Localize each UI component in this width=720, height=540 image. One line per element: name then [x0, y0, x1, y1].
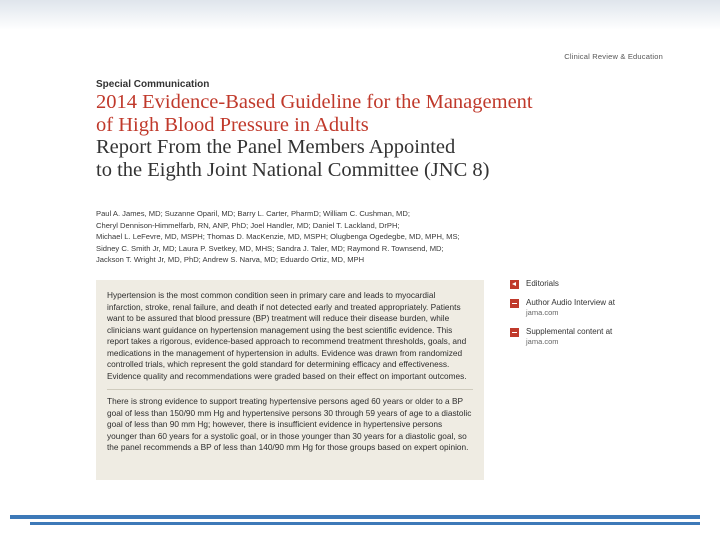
editorials-link[interactable] — [510, 279, 650, 289]
side-link-sub: jama.com — [526, 308, 559, 317]
section-label: Clinical Review & Education — [564, 52, 663, 61]
footer-rule-1 — [10, 515, 700, 519]
minus-icon — [510, 299, 519, 308]
side-link-label: Editorials — [526, 279, 559, 288]
footer-rule-2 — [30, 522, 700, 525]
supplemental-content-link[interactable] — [510, 327, 650, 347]
audio-interview-link[interactable] — [510, 298, 650, 318]
author-list — [96, 208, 516, 266]
author-line-5: Jackson T. Wright Jr, MD, PhD; Andrew S. Narva, MD; Eduardo Ortiz, MD, MPH — [96, 255, 365, 265]
author-line-4: Sidney C. Smith Jr, MD; Laura P. Svetkey, MD, MHS; Sandra J. Taler, MD; Raymond R. Townsend, MD; — [96, 243, 444, 253]
author-line-1: Paul A. James, MD; Suzanne Oparil, MD; Barry L. Carter, PharmD; William C. Cushman, MD; — [96, 209, 410, 218]
top-band — [0, 0, 720, 30]
abstract-paragraph-1: Hypertension is the most common condition seen in primary care and leads to myocardial infarction, stroke, renal failure, and death if not detected early and treated appropriately. Patients want to be assured that blood pressure (BP) treatment will reduce their disease burden, while clinicians want guidance on hypertension management using the best scientific evidence. This report takes a rigorous, evidence-based approach to recommend treatment thresholds, goals, and medications in the management of hypertension in adults. Evidence was drawn from randomized controlled trials, which represent the gold standard for determining efficacy and effectiveness. Evidence quality and recommendations were graded based on their effect on important outcomes. — [107, 290, 467, 381]
subtitle-line-1: Report From the Panel Members Appointed — [96, 136, 456, 158]
side-link-label: Supplemental content at — [526, 327, 613, 336]
arrow-left-icon — [510, 280, 519, 289]
abstract-paragraph-2: There is strong evidence to support treating hypertensive persons aged 60 years or older to a BP goal of less than 150/90 mm Hg and hypertensive persons 30 through 59 years of age to a diastolic goal of less than 90 mm Hg; however, there is insufficient evidence in hypertensive persons younger than 60 years for a systolic goal, or in those younger than 30 years for a diastolic goal, so the panel recommends a BP of less than 140/90 mm Hg for those groups based on expert opinion. — [107, 396, 472, 452]
title-line-1: 2014 Evidence-Based Guideline for the Management — [96, 91, 533, 113]
author-line-3: Michael L. LeFevre, MD, MSPH; Thomas D. MacKenzie, MD, MSPH; Olugbenga Ogedegbe, MD, MPH, MS; — [96, 232, 460, 242]
abstract-divider — [107, 389, 473, 390]
side-links — [510, 279, 650, 356]
subtitle-line-2: to the Eighth Joint National Committee (JNC 8) — [96, 158, 490, 181]
title-line-2: of High Blood Pressure in Adults — [96, 113, 369, 136]
article-type: Special Communication — [96, 79, 210, 90]
article-title — [96, 91, 656, 181]
abstract-box — [96, 280, 484, 480]
author-line-2: Cheryl Dennison-Himmelfarb, RN, ANP, PhD; Joel Handler, MD; Daniel T. Lackland, DrPH; — [96, 220, 400, 230]
minus-icon — [510, 328, 519, 337]
side-link-label: Author Audio Interview at — [526, 298, 615, 307]
side-link-sub: jama.com — [526, 337, 559, 346]
